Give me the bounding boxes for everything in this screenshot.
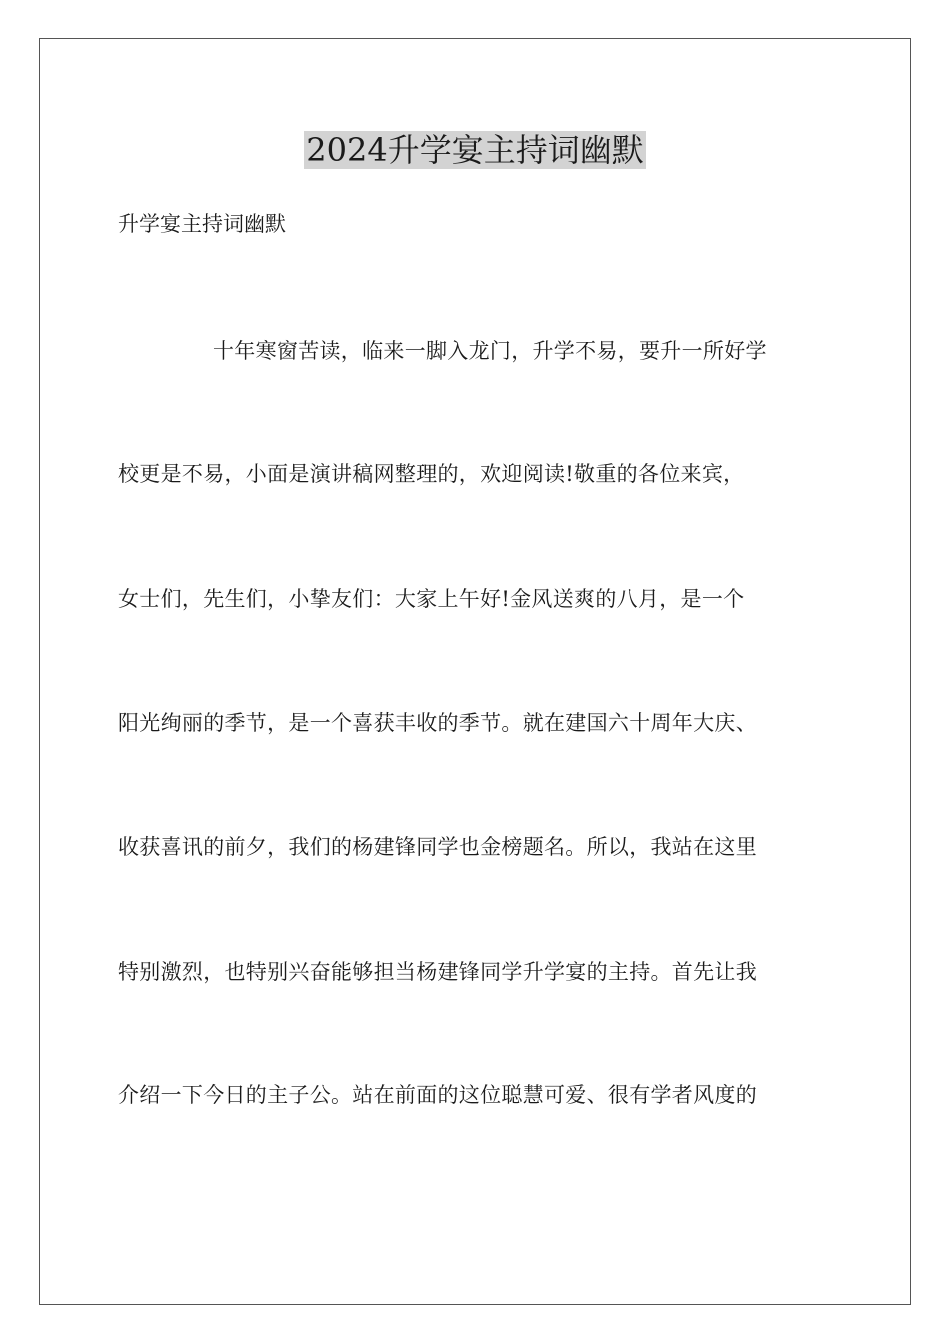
document-subtitle: 升学宴主持词幽默 (118, 212, 286, 236)
body-line-6: 特别激烈，也特别兴奋能够担当杨建锋同学升学宴的主持。首先让我 (118, 960, 757, 984)
document-title-text: 2024升学宴主持词幽默 (306, 131, 644, 169)
body-line-3: 女士们，先生们，小挚友们：大家上午好!金风送爽的八月，是一个 (118, 587, 745, 611)
body-line-2: 校更是不易，小面是演讲稿网整理的，欢迎阅读!敬重的各位来宾， (118, 462, 745, 486)
body-line-7: 介绍一下今日的主子公。站在前面的这位聪慧可爱、很有学者风度的 (118, 1083, 757, 1107)
body-line-4: 阳光绚丽的季节，是一个喜获丰收的季节。就在建国六十周年大庆、 (118, 711, 757, 735)
document-title (0, 128, 950, 172)
body-line-5: 收获喜讯的前夕，我们的杨建锋同学也金榜题名。所以，我站在这里 (118, 835, 757, 859)
body-line-1: 十年寒窗苦读，临来一脚入龙门，升学不易，要升一所好学 (213, 339, 767, 363)
